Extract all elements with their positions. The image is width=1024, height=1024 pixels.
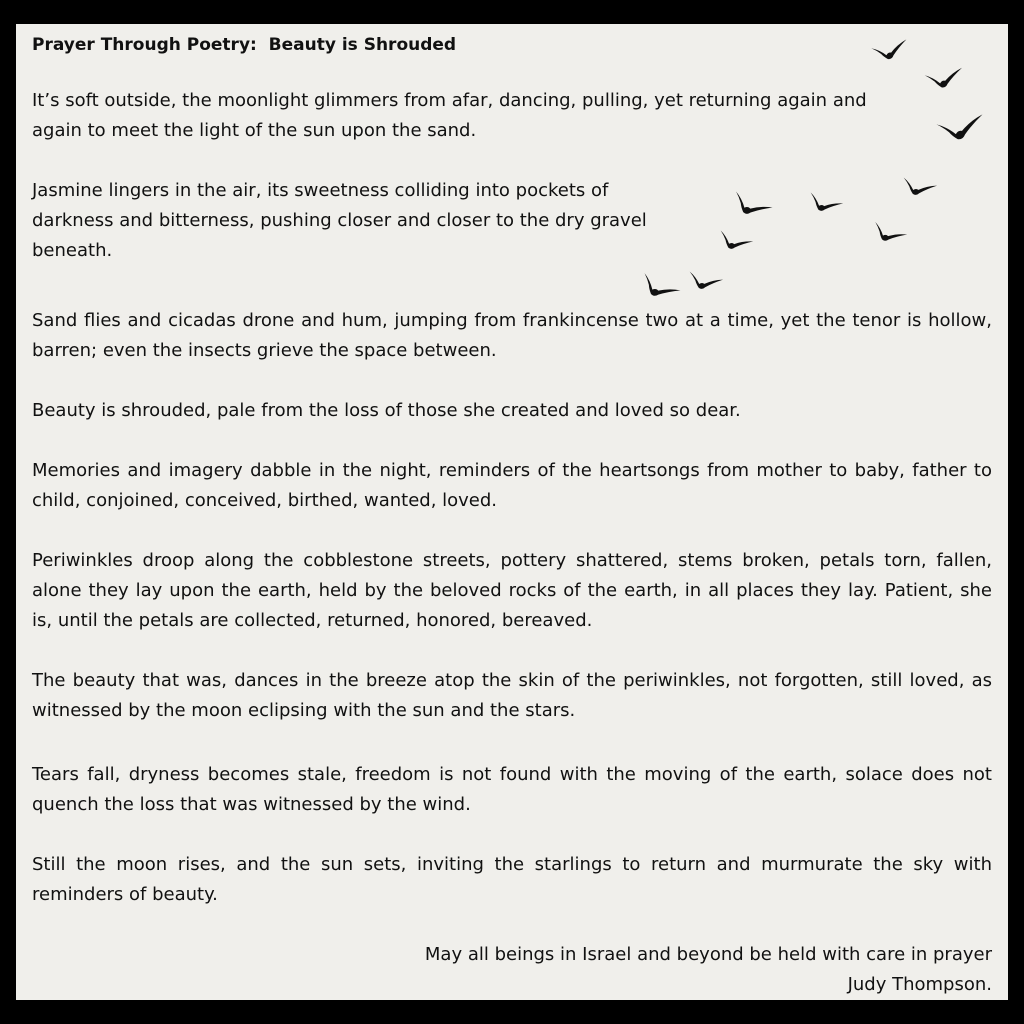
bird-icon xyxy=(871,39,909,61)
bird-icon xyxy=(729,188,773,224)
bird-icon xyxy=(685,268,723,295)
bird-icon xyxy=(869,218,907,248)
bird-icon xyxy=(924,68,963,89)
stanza-6: Periwinkles droop along the cobblestone streets, pottery shattered, stems broken, petals torn, fallen, alone they lay upon the earth, held by the beloved rocks of the earth, in all places they lay. Patient, she is, until the petals are collected, returned, honored, bereaved. xyxy=(32,550,992,631)
dedication-line: May all beings in Israel and beyond be held with care in prayer xyxy=(424,944,992,965)
stanza-2: Jasmine lingers in the air, its sweetness colliding into pockets of darkness and bitterness, pushing closer and closer to the dry gravel beneath. xyxy=(32,180,647,261)
poem-title: Prayer Through Poetry: Beauty is Shrouded xyxy=(32,35,457,55)
stanza-8: Tears fall, dryness becomes stale, freedom is not found with the moving of the earth, solace does not quench the loss that was witnessed by the wind. xyxy=(32,764,992,815)
stanza-4: Beauty is shrouded, pale from the loss of those she created and loved so dear. xyxy=(32,400,741,421)
author-signature: Judy Thompson. xyxy=(847,974,992,995)
bird-icon xyxy=(936,114,985,141)
bird-icon xyxy=(805,189,843,218)
stanza-7: The beauty that was, dances in the breeze atop the skin of the periwinkles, not forgotten, still loved, as witnessed by the moon eclipsing with the sun and the stars. xyxy=(32,670,992,721)
stanza-9: Still the moon rises, and the sun sets, inviting the starlings to return and murmurate the sky with reminders of beauty. xyxy=(32,854,992,905)
stanza-5: Memories and imagery dabble in the night, reminders of the heartsongs from mother to baby, father to child, conjoined, conceived, birthed, wanted, loved. xyxy=(32,460,992,511)
poem-card xyxy=(16,24,1008,1000)
stanza-3: Sand flies and cicadas drone and hum, jumping from frankincense two at a time, yet the tenor is hollow, barren; even the insects grieve the space between. xyxy=(32,310,992,361)
bird-icon xyxy=(637,269,681,306)
stanza-1: It’s soft outside, the moonlight glimmers from afar, dancing, pulling, yet returning again and again to meet the light of the sun upon the sand. xyxy=(32,90,867,141)
bird-icon xyxy=(899,174,937,201)
bird-icon xyxy=(715,227,753,256)
